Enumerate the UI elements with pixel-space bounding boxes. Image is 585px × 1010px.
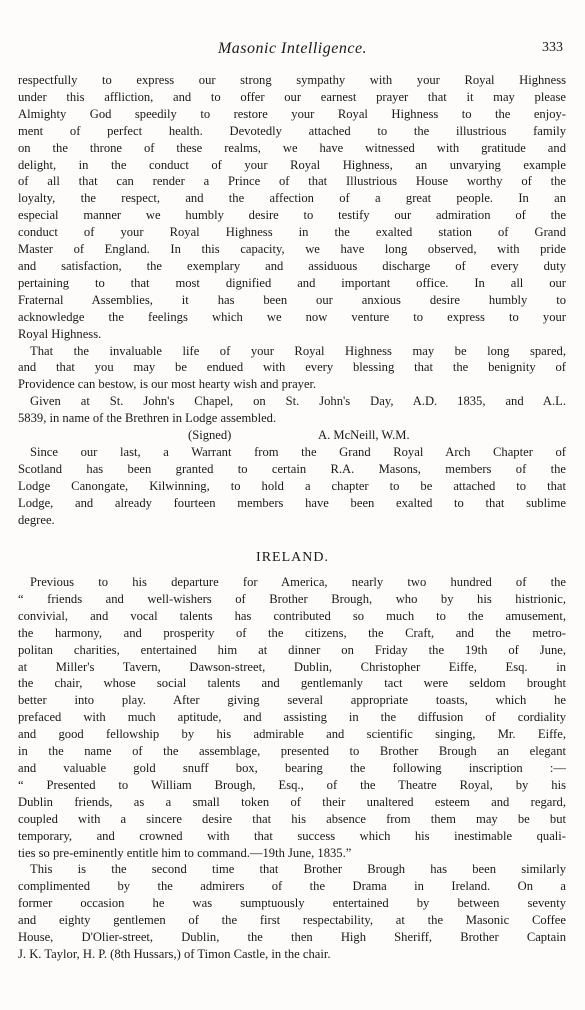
address-paragraph (18, 72, 566, 343)
blessing-paragraph (18, 343, 566, 394)
text-line: Master of England. In this capacity, we have long observed, with pride (18, 242, 566, 257)
text-line: Lodge Canongate, Kilwinning, to hold a chapter to be attached to that (18, 478, 566, 493)
text-line: in the name of the assemblage, presented to Brother Brough an elegant (18, 744, 566, 759)
text-line: Given at St. John's Chapel, on St. John's Day, A.D. 1835, and A.L. (30, 394, 566, 409)
text-line: pertaining to that most dignified and important office. In all our (18, 275, 566, 290)
text-line: Previous to his departure for America, nearly two hundred of the (30, 575, 566, 589)
text-line: “ Presented to William Brough, Esq., of the Theatre Royal, by his (18, 777, 566, 792)
text-line: and satisfaction, the exemplary and assiduous discharge of every duty (18, 258, 566, 273)
text-line: “ friends and well-wishers of Brother Brough, who by his histrionic, (18, 591, 566, 606)
text-line: Almighty God speedily to restore your Royal Highness to the enjoy- (18, 106, 566, 121)
text-line: J. K. Taylor, H. P. (8th Hussars,) of Timon Castle, in the chair. (18, 946, 331, 961)
given-at-paragraph (18, 393, 566, 427)
text-line: Fraternal Assemblies, it has been our anxious desire humbly to (18, 292, 566, 307)
page-header (0, 40, 585, 64)
text-line: conduct of your Royal Highness in the exalted station of Grand (18, 225, 566, 240)
section-continued-address (18, 72, 566, 528)
signatory-name: A. McNeill, W.M. (318, 428, 410, 443)
warrant-paragraph (18, 444, 566, 529)
brough-dinner-paragraph (18, 574, 566, 861)
second-occasion-paragraph (18, 861, 566, 962)
text-line: acknowledge the feelings which we now venture to express to your (18, 309, 566, 324)
text-line: ties so pre-eminently entitle him to command.—19th June, 1835.” (18, 845, 352, 860)
text-line: Providence can bestow, is our most hearty wish and prayer. (18, 377, 317, 392)
text-line: of all that can render a Prince of that Illustrious House worthy of the (18, 174, 566, 189)
text-line: loyalty, the respect, and the affection of a great people. In an (18, 191, 566, 206)
text-line: better into play. After giving several appropriate toasts, which he (18, 693, 566, 708)
text-line: That the invaluable life of your Royal Highness may be long spared, (30, 343, 566, 358)
text-line: convivial, and vocal talents has contributed so much to the amusement, (18, 608, 566, 623)
page-number: 333 (542, 40, 563, 55)
text-line: Lodge, and already fourteen members have been exalted to that sublime (18, 495, 566, 510)
text-line: on the throne of these realms, we have witnessed with gratitude and (18, 140, 566, 155)
text-line: prefaced with much aptitude, and assisting in the diffusion of cordiality (18, 710, 566, 725)
text-line: Royal Highness. (18, 326, 102, 341)
text-line: degree. (18, 512, 55, 527)
text-line: former occasion he was sumptuously entertained by between seventy (18, 896, 566, 911)
text-line: complimented by the admirers of the Drama in Ireland. On a (18, 879, 566, 894)
text-line: at Miller's Tavern, Dawson-street, Dublin, Christopher Eiffe, Esq. in (18, 659, 566, 674)
text-line: especial manner we humbly desire to testify our admiration of the (18, 208, 566, 223)
text-line: the harmony, and prosperity of the citizens, the Craft, and the metro- (18, 625, 566, 640)
text-line: and that you may be endued with every blessing that the benignity of (18, 360, 566, 375)
text-line: House, D'Olier-street, Dublin, the then High Sheriff, Brother Captain (18, 930, 566, 945)
text-line: respectfully to express our strong sympathy with your Royal Highness (18, 73, 566, 87)
text-line: and valuable gold snuff box, bearing the following inscription :— (18, 760, 566, 775)
text-line: temporary, and crowned with that success which his inestimable quali- (18, 828, 566, 843)
text-line: Dublin friends, as a small token of their unaltered esteem and regard, (18, 794, 566, 809)
text-line: and eighty gentlemen of the first respectability, at the Masonic Coffee (18, 913, 566, 928)
text-line: the chair, whose social talents and gentlemanly tact were seldom brought (18, 676, 566, 691)
signed-label: (Signed) (188, 428, 232, 443)
text-line: ment of perfect health. Devotedly attached to the illustrious family (18, 123, 566, 138)
section-ireland (18, 574, 566, 963)
text-line: delight, in the conduct of your Royal Highness, an unvarying example (18, 157, 566, 172)
text-line: Scotland has been granted to certain R.A. Masons, members of the (18, 461, 566, 476)
text-line: Since our last, a Warrant from the Grand Royal Arch Chapter of (30, 444, 566, 459)
text-line: under this affliction, and to offer our earnest prayer that it may please (18, 89, 566, 104)
signature-line (18, 427, 566, 444)
text-line: politan charities, entertained him at dinner on Friday the 19th of June, (18, 642, 566, 657)
section-heading-ireland: IRELAND. (256, 550, 329, 565)
text-line: This is the second time that Brother Brough has been similarly (30, 862, 566, 877)
text-line: and good fellowship by his admirable and scientific singing, Mr. Eiffe, (18, 727, 566, 742)
running-title: Masonic Intelligence. (217, 40, 368, 57)
text-line: 5839, in name of the Brethren in Lodge assembled. (18, 411, 277, 426)
text-line: coupled with a sincere desire that his absence from them may be but (18, 811, 566, 826)
